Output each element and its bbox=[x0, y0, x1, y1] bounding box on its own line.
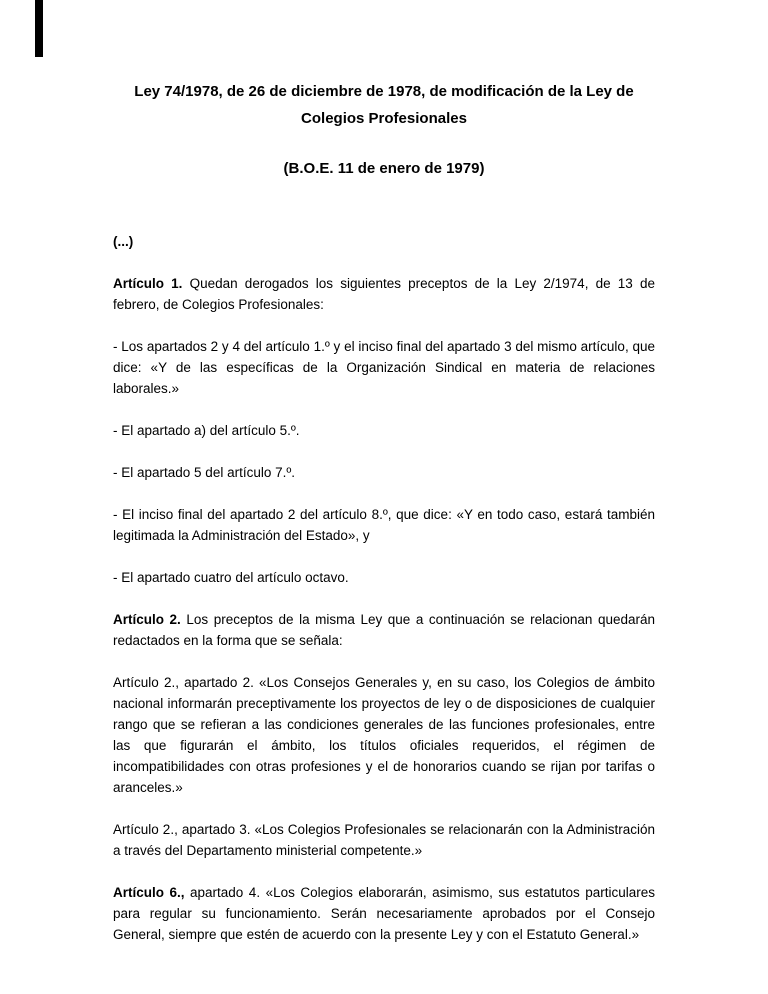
paragraph-bold-lead: Artículo 1. bbox=[113, 276, 183, 291]
article-1-paragraph bbox=[113, 273, 655, 315]
list-item-paragraph bbox=[113, 567, 655, 588]
article-2-apartado-2-paragraph bbox=[113, 672, 655, 798]
paragraph-text: apartado 4. «Los Colegios elaborarán, asimismo, sus estatutos particulares para regular su funcionamiento. Serán necesariamente aprobados por el Consejo General, siempre que estén de acuerdo con la presente Ley y con el Estatuto General.» bbox=[113, 885, 655, 942]
paragraph-bold-lead: Artículo 6., bbox=[113, 885, 185, 900]
ellipsis-paragraph bbox=[113, 231, 655, 252]
article-6-paragraph bbox=[113, 882, 655, 945]
list-item-paragraph bbox=[113, 420, 655, 441]
paragraph-text: - El inciso final del apartado 2 del artículo 8.º, que dice: «Y en todo caso, estará también legitimada la Administración del Estado», y bbox=[113, 507, 655, 543]
document-subtitle: (B.O.E. 11 de enero de 1979) bbox=[283, 160, 485, 177]
article-2-paragraph bbox=[113, 609, 655, 651]
paragraph-text: Artículo 2., apartado 3. «Los Colegios Profesionales se relacionarán con la Administración a través del Departamento ministerial competente.» bbox=[113, 822, 655, 858]
paragraph-text: - El apartado a) del artículo 5.º. bbox=[113, 423, 300, 438]
paragraph-bold-lead: Artículo 2. bbox=[113, 612, 181, 627]
list-item-paragraph bbox=[113, 336, 655, 399]
paragraph-text: Quedan derogados los siguientes preceptos de la Ley 2/1974, de 13 de febrero, de Colegios Profesionales: bbox=[113, 276, 655, 312]
paragraph-text: - El apartado 5 del artículo 7.º. bbox=[113, 465, 296, 480]
article-2-apartado-3-paragraph bbox=[113, 819, 655, 861]
paragraph-bold-lead: (...) bbox=[113, 234, 134, 249]
list-item-paragraph bbox=[113, 504, 655, 546]
paragraph-text: Los preceptos de la misma Ley que a continuación se relacionan quedarán redactados en la forma que se señala: bbox=[113, 612, 656, 648]
document-title: Ley 74/1978, de 26 de diciembre de 1978, de modificación de la Ley de Colegios Profesionales bbox=[134, 83, 634, 127]
list-item-paragraph bbox=[113, 462, 655, 483]
scan-edge-mark bbox=[35, 0, 43, 57]
paragraph-text: - Los apartados 2 y 4 del artículo 1.º y el inciso final del apartado 3 del mismo artículo, que dice: «Y de las específicas de la Organización Sindical en materia de relaciones laborales.» bbox=[113, 339, 655, 396]
paragraph-text: - El apartado cuatro del artículo octavo. bbox=[113, 570, 349, 585]
paragraph-text: Artículo 2., apartado 2. «Los Consejos Generales y, en su caso, los Colegios de ámbito nacional informarán preceptivamente los proyectos de ley o de disposiciones de cualquier rango que se refieran a las condiciones generales de las funciones profesionales, entre las que figurarán el ámbito, los títulos oficiales requeridos, el régimen de incompatibilidades con otras profesiones y el de honorarios cuando se rijan por tarifas o aranceles.» bbox=[113, 675, 655, 795]
